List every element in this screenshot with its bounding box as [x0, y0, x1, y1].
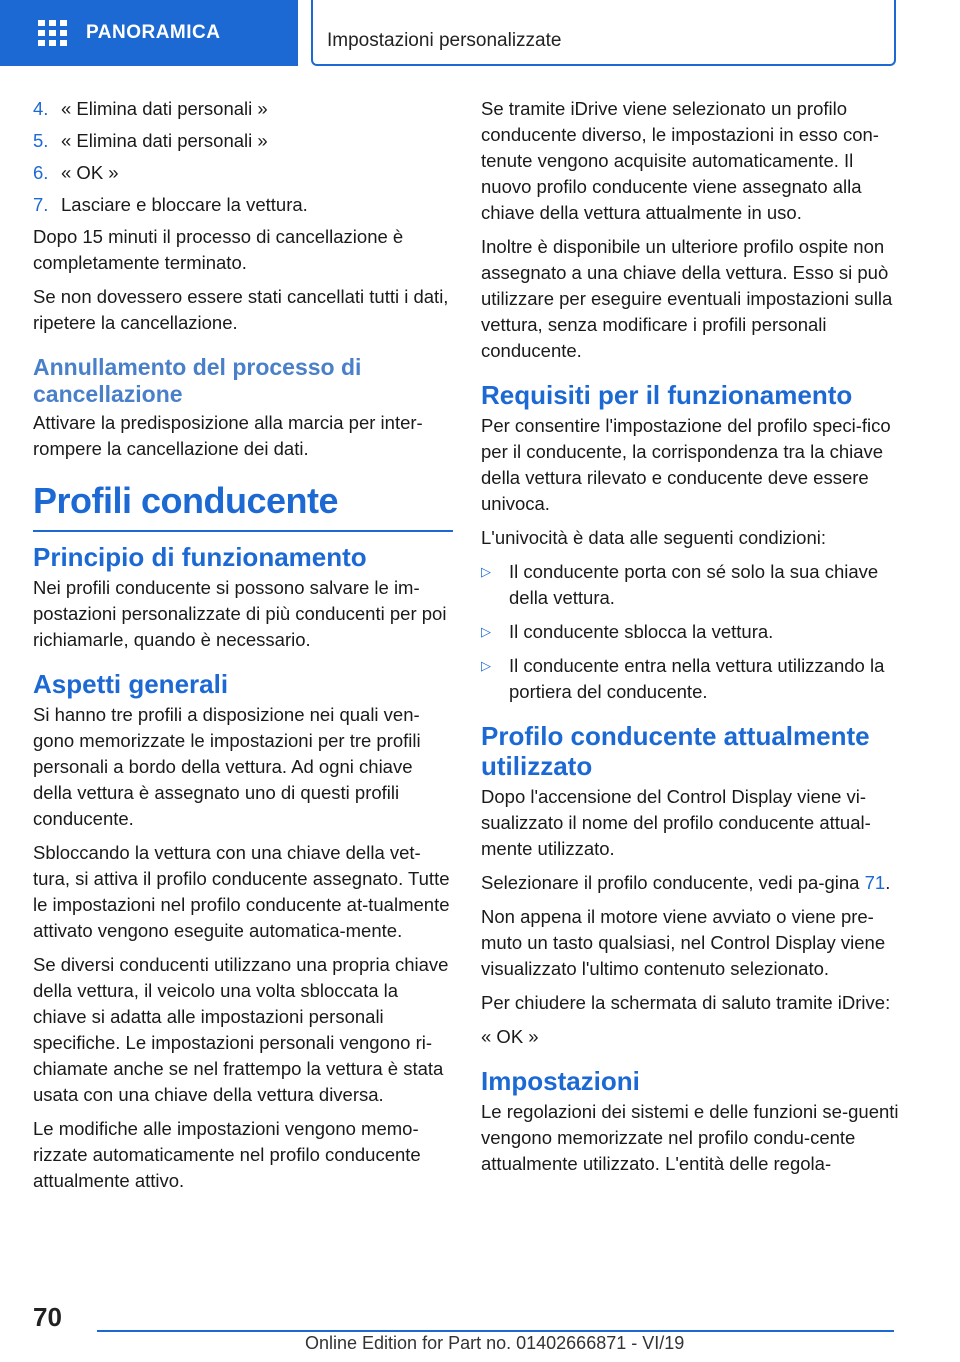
- page-header: [0, 0, 960, 66]
- paragraph: « OK »: [481, 1026, 539, 1047]
- paragraph: Dopo 15 minuti il processo di cancellazione è completamente terminato.: [33, 226, 404, 273]
- step-item: [33, 160, 453, 186]
- triangle-bullet-icon: ▷: [481, 564, 491, 579]
- list-item-text: Il conducente sblocca la vettura.: [509, 621, 774, 642]
- paragraph: Dopo l'accensione del Control Display viene vi-sualizzato il nome del profilo conducente attual-mente utilizzato.: [481, 786, 871, 859]
- paragraph: Se non dovessero essere stati cancellati tutti i dati, ripetere la cancellazione.: [33, 286, 449, 333]
- step-number: 6.: [33, 162, 49, 183]
- step-number: 4.: [33, 98, 49, 119]
- triangle-bullet-icon: ▷: [481, 658, 491, 673]
- step-text: « Elimina dati personali »: [61, 98, 268, 119]
- paragraph-with-link: [481, 870, 899, 896]
- step-list: [33, 96, 453, 218]
- step-item: [33, 192, 453, 218]
- chapter-tab: [311, 0, 896, 66]
- paragraph: Nei profili conducente si possono salvare le im-postazioni personalizzate di più conducenti per poi richiamarle, quando è necessario.: [33, 577, 447, 650]
- heading-requisiti: Requisiti per il funzionamento: [481, 380, 853, 410]
- step-item: [33, 96, 453, 122]
- overview-button[interactable]: [0, 0, 298, 66]
- step-text: Lasciare e bloccare la vettura.: [61, 194, 308, 215]
- paragraph: Sbloccando la vettura con una chiave della vet-tura, si attiva il profilo conducente assegnato. Tutte le impostazioni nel profilo conducente at-tualmente attivato vengono eseguite automatica-mente.: [33, 842, 450, 941]
- heading-principio: Principio di funzionamento: [33, 542, 367, 572]
- paragraph: Attivare la predisposizione alla marcia per inter-rompere la cancellazione dei dati.: [33, 412, 423, 459]
- list-item: [481, 619, 899, 645]
- list-item-text: Il conducente entra nella vettura utilizzando la portiera del conducente.: [509, 655, 885, 702]
- paragraph: Si hanno tre profili a disposizione nei quali ven-gono memorizzate le impostazioni per tre profili personali a bordo della vettura. Ad ogni chiave della vettura è assegnato uno di questi profili conducente.: [33, 704, 421, 829]
- step-number: 5.: [33, 130, 49, 151]
- step-number: 7.: [33, 194, 49, 215]
- list-item-text: Il conducente porta con sé solo la sua chiave della vettura.: [509, 561, 879, 608]
- page-link-71[interactable]: 71: [864, 872, 886, 893]
- paragraph: Se diversi conducenti utilizzano una propria chiave della vettura, il veicolo una volta sbloccata la chiave si adatta alle impostazioni personali specifiche. Le impostazioni personali vengono ri-chiamate anche se nel frattempo la vettura è stata usata con una chiave della vettura diversa.: [33, 954, 449, 1105]
- paragraph: Le modifiche alle impostazioni vengono memo-rizzate automaticamente nel profilo conducente attualmente attivo.: [33, 1118, 421, 1191]
- overview-button-label: PANORAMICA: [86, 22, 221, 43]
- heading-profilo-attuale: Profilo conducente attualmente utilizzato: [481, 721, 870, 781]
- paragraph-text: .: [885, 872, 891, 893]
- footer-edition: Online Edition for Part no. 01402666871 - VI/19: [305, 1333, 685, 1353]
- heading-impostazioni: Impostazioni: [481, 1066, 640, 1096]
- right-column: [481, 96, 899, 1185]
- section-title-profili: Profili conducente: [33, 480, 453, 532]
- chapter-title: Impostazioni personalizzate: [327, 30, 562, 51]
- step-item: [33, 128, 453, 154]
- list-item: [481, 653, 899, 705]
- paragraph: Per consentire l'impostazione del profilo speci-fico per il conducente, la corrispondenza tra la chiave della vettura rilevato e conducente deve essere univoca.: [481, 415, 891, 514]
- paragraph: L'univocità è data alle seguenti condizioni:: [481, 527, 826, 548]
- step-text: « Elimina dati personali »: [61, 130, 268, 151]
- step-text: « OK »: [61, 162, 119, 183]
- grid-menu-icon: [38, 20, 66, 46]
- paragraph-text: Selezionare il profilo conducente, vedi pa-gina: [481, 872, 865, 893]
- paragraph: Inoltre è disponibile un ulteriore profilo ospite non assegnato a una chiave della vettura. Esso si può utilizzare per eseguire eventuali impostazioni sulla vettura, senza modificare i profili personali conducente.: [481, 236, 893, 361]
- paragraph: Per chiudere la schermata di saluto tramite iDrive:: [481, 992, 891, 1013]
- heading-aspetti: Aspetti generali: [33, 669, 229, 699]
- page-number: 70: [33, 1302, 62, 1332]
- footer-divider: [97, 1330, 894, 1332]
- left-column: [33, 96, 453, 1202]
- triangle-bullet-icon: ▷: [481, 624, 491, 639]
- paragraph: Non appena il motore viene avviato o viene pre-muto un tasto qualsiasi, nel Control Display viene visualizzato l'ultimo contenuto selezionato.: [481, 906, 886, 979]
- condition-list: [481, 559, 899, 705]
- paragraph: Se tramite iDrive viene selezionato un profilo conducente diverso, le impostazioni in esso con-tenute vengono acquisite automaticamente. Il nuovo profilo conducente viene assegnato alla chiave della vettura attualmente in uso.: [481, 98, 879, 223]
- list-item: [481, 559, 899, 611]
- subheading-annullamento: Annullamento del processo di cancellazione: [33, 354, 362, 407]
- paragraph: Le regolazioni dei sistemi e delle funzioni se-guenti vengono memorizzate nel profilo condu-cente attualmente utilizzato. L'entità delle regola-: [481, 1101, 899, 1174]
